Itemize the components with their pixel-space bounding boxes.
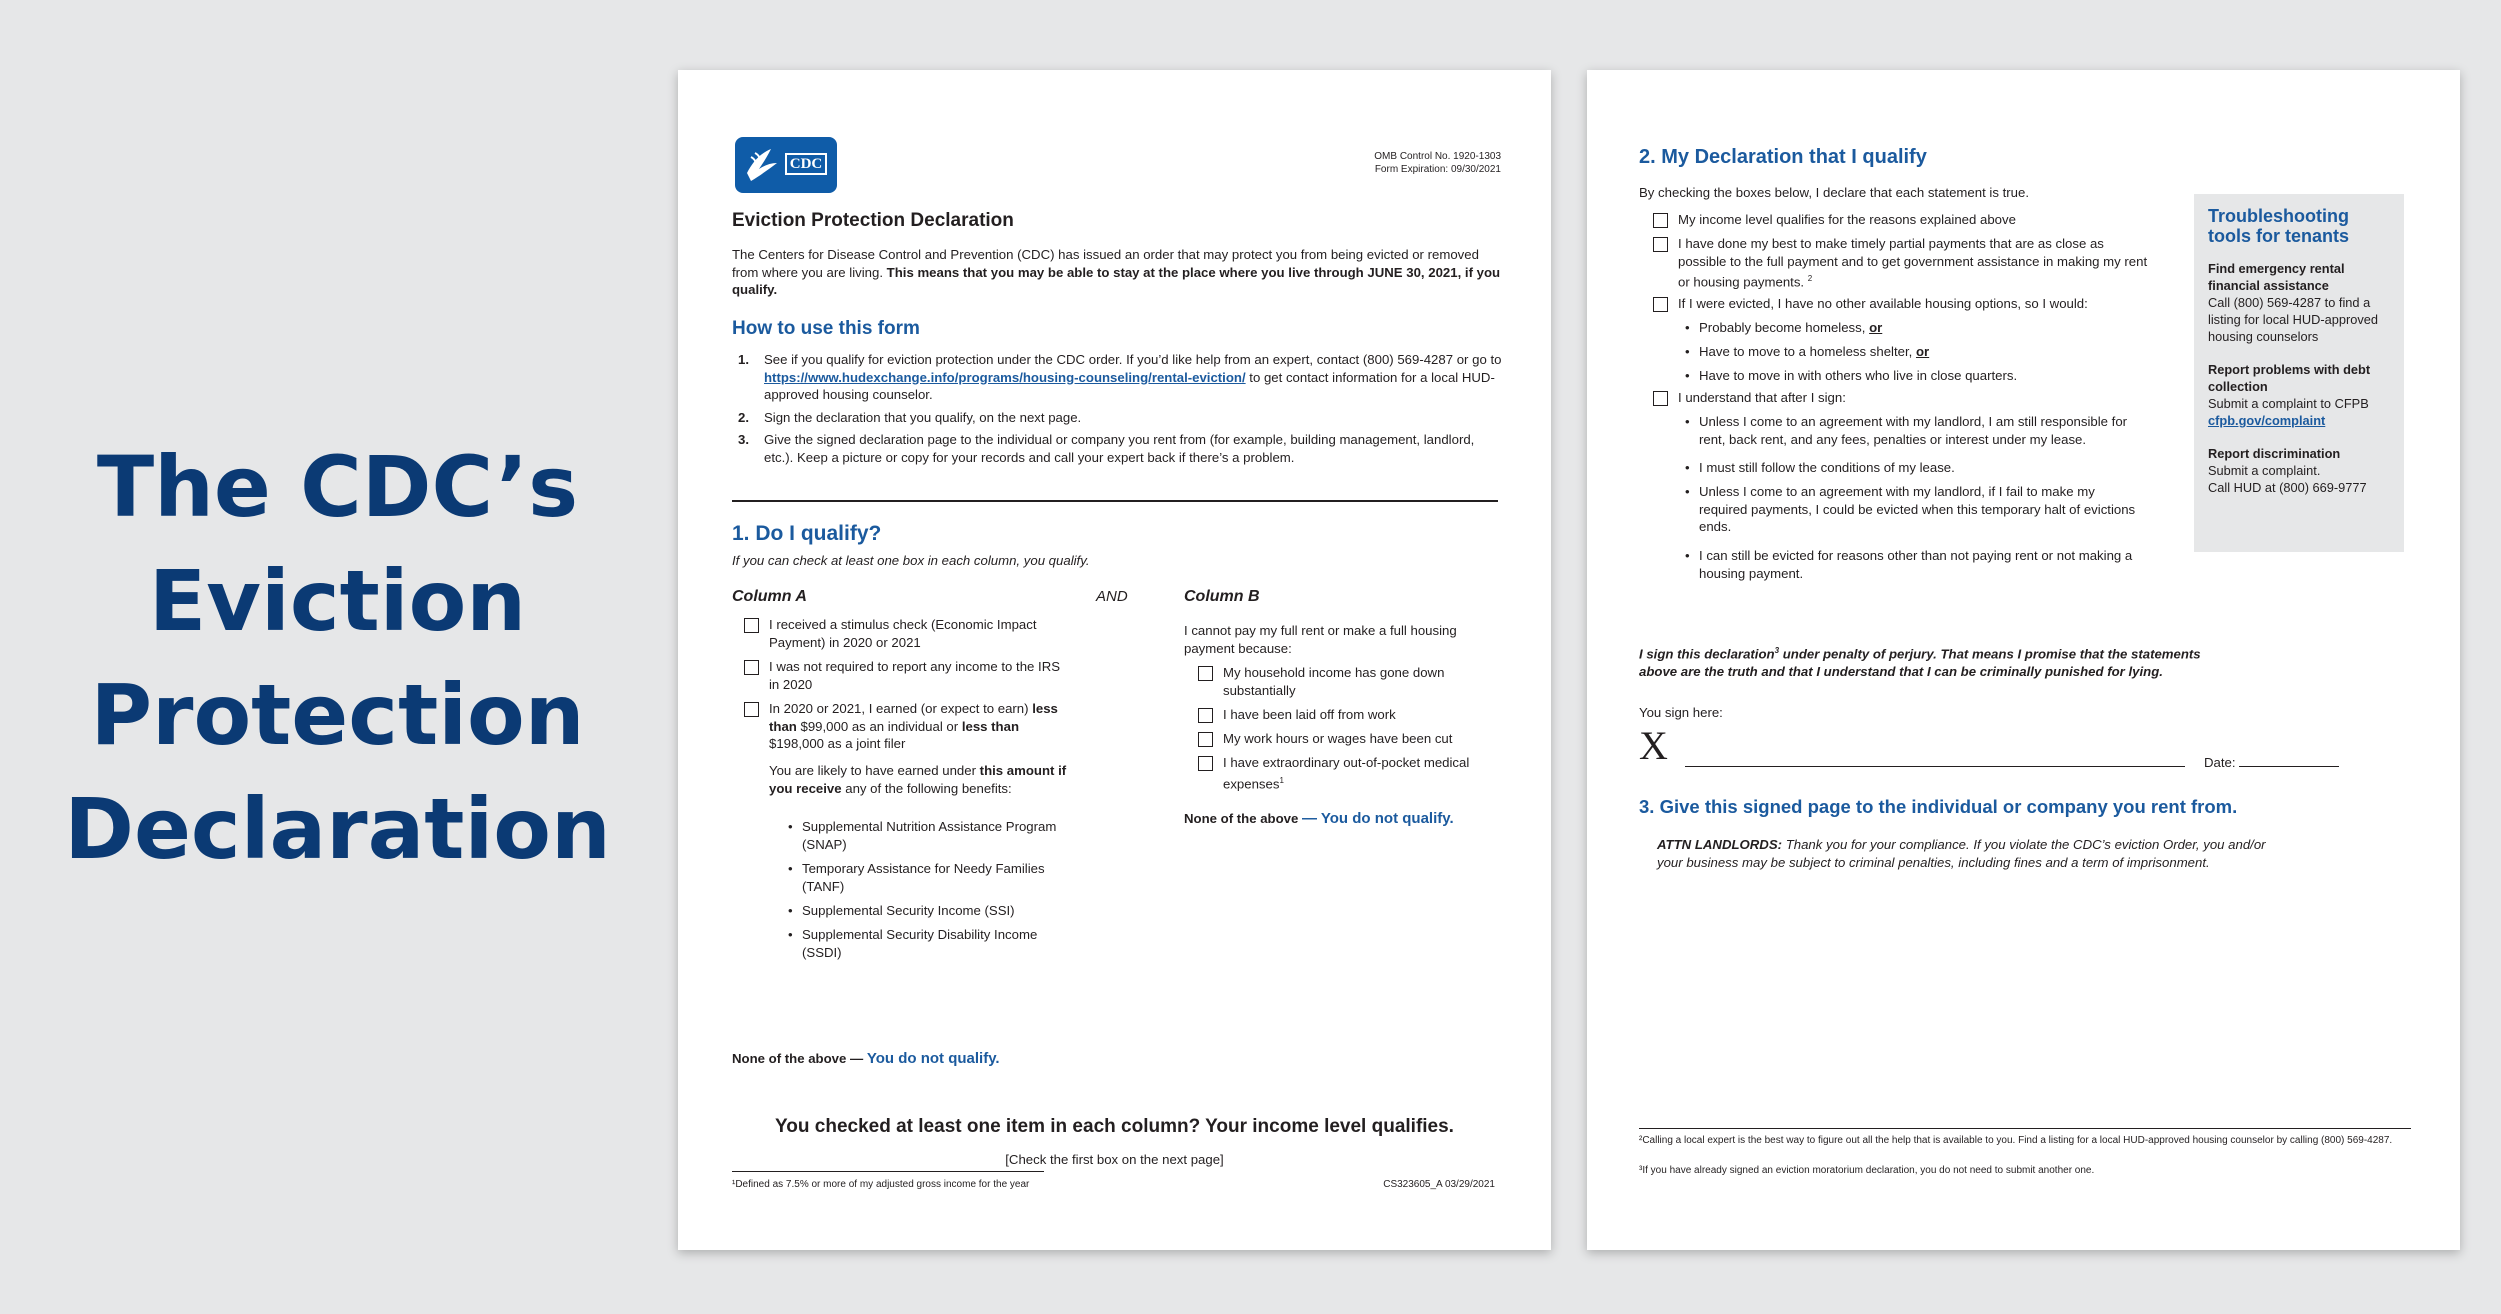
item-label: If I were evicted, I have no other available housing options, so I would: [1678,296,2088,311]
column-a-title: Column A [732,588,807,605]
result-note: [Check the first box on the next page] [1005,1152,1224,1167]
item-label: My household income has gone down substantially [1223,665,1445,698]
none-label: None of the above [1184,811,1299,826]
step-text: Give the signed declaration page to the individual or company you rent from (for example, building management, landlord, etc.). Keep a picture or copy for your records and call your expert back if there’s a problem. [764,432,1475,465]
form-title: Eviction Protection Declaration [732,210,1014,231]
steps-list [732,351,1502,466]
item-label: I have been laid off from work [1223,707,1396,722]
checkbox[interactable] [1198,756,1213,771]
column-b-none [1184,810,1454,828]
checkbox[interactable] [1653,391,1668,406]
item-label: I received a stimulus check (Economic Impact Payment) in 2020 or 2021 [769,617,1037,650]
item-bold: less than [769,701,1058,734]
no-qualify-text: You do not qualify. [866,1050,1000,1067]
headline-line-4: Declaration [64,780,611,878]
sidebar-section-3-text: Submit a complaint. [2208,463,2321,478]
checkbox[interactable] [744,618,759,633]
intro-text: The Centers for Disease Control and Prevention (CDC) has issued an order that may protect you from being evicted or removed from where you are living. [732,247,1479,280]
omb-info [1374,150,1501,176]
checkbox[interactable] [1198,666,1213,681]
signature-line[interactable] [1685,766,2185,767]
date-label: Date: [2204,755,2236,770]
date-line[interactable] [2239,766,2339,767]
headline-line-1: The CDC’s [96,438,579,536]
headline-line-3: Protection [90,666,585,764]
item-label: I understand that after I sign: [1678,390,1846,405]
signature-x: X [1639,723,1668,768]
bullet-label: Have to move in with others who live in close quarters. [1699,368,2018,383]
item-label: I was not required to report any income to the IRS in 2020 [769,659,1061,692]
bullet-label: Probably become homeless, [1699,320,1866,335]
step-number: 3. [738,432,749,447]
checkbox[interactable] [1653,297,1668,312]
result-statement: You checked at least one item in each column? Your income level qualifies. [775,1116,1454,1137]
benefits-intro [769,762,1069,797]
cdc-logo [735,137,837,193]
sidebar-section-1-text: Call (800) 569-4287 to find a listing for local HUD-approved housing counselors [2208,295,2378,344]
headline-line-2: Eviction [148,552,527,650]
column-b-intro: I cannot pay my full rent or make a full housing payment because: [1184,623,1457,656]
item-text: $99,000 as an individual or [800,718,959,734]
item-text: I have extraordinary out-of-pocket medical expenses [1223,755,1470,791]
item-label [1678,235,2148,291]
form-page-1 [678,70,1551,1250]
item-label [1223,754,1483,792]
attn-text: Thank you for your compliance. If you violate the CDC’s eviction Order, you and/or your business may be subject to criminal penalties, including fines and a term of imprisonment. [1657,837,2266,870]
document-code: CS323605_A 03/29/2021 [1383,1179,1495,1190]
or-label: or [1869,320,1883,335]
checkbox[interactable] [1653,213,1668,228]
column-b-title: Column B [1184,588,1260,605]
step-text-cont: to get contact information for a local HUD-approved housing counselor. [764,369,1495,402]
bullet-icon: • [788,903,793,918]
form-expiration: Form Expiration: 09/30/2021 [1374,164,1501,175]
troubleshooting-sidebar [2194,194,2404,552]
perjury-text: I sign this declaration [1639,646,1775,662]
footnote-ref: 1 [1279,775,1284,785]
bullet-label: Have to move to a homeless shelter, [1699,344,1913,359]
checkbox[interactable] [1198,732,1213,747]
none-label: None of the above — [732,1051,864,1066]
item-bold: less than [961,718,1019,734]
benefits-bold: this amount if you receive [769,763,1067,796]
declaration-heading: 2. My Declaration that I qualify [1639,146,1927,168]
checkbox[interactable] [744,702,759,717]
sidebar-section-1-title: Find emergency rental financial assistance [2208,261,2345,293]
footnote-ref: 2 [1807,274,1813,283]
footnote-divider [732,1171,1044,1172]
bullet-label: Unless I come to an agreement with my landlord, I am still responsible for rent, back rent, and any fees, penalties or interest under my lease. [1699,414,2128,447]
declaration-intro: By checking the boxes below, I declare that each statement is true. [1639,185,2029,200]
step-3 [732,431,1502,466]
bullet-icon: • [788,927,793,942]
no-qualify-text: — You do not qualify. [1301,810,1454,827]
footnote-3: ³If you have already signed an eviction moratorium declaration, you do not need to submit another one. [1639,1165,2095,1176]
form-page-2 [1587,70,2460,1250]
bullet-label: Unless I come to an agreement with my landlord, if I fail to make my required payments, I could be evicted when this temporary halt of evictions ends. [1699,484,2136,534]
or-label: or [1915,344,1930,359]
bullet-icon: • [788,861,793,876]
perjury-text-cont: under penalty of perjury. That means I promise that the statements above are the truth and that I understand that I can be criminally punished for lying. [1639,646,2201,679]
hud-link[interactable]: https://www.hudexchange.info/programs/housing-counseling/rental-eviction/ [764,369,1246,385]
cdc-logo-text: CDC [785,153,827,175]
bullet-icon: • [788,819,793,834]
checkbox[interactable] [1198,708,1213,723]
intro-bold-text: This means that you may be able to stay at the place where you live through JUNE 30, 2021, if you qualify. [732,264,1501,297]
footnote-ref: 3 [1774,646,1780,655]
item-text: In 2020 or 2021, I earned (or expect to earn) [769,701,1029,716]
declaration-list [1653,213,2173,653]
benefit-label: Temporary Assistance for Needy Families (TANF) [802,861,1045,894]
omb-control-number: OMB Control No. 1920-1303 [1374,151,1501,162]
bullet-icon: • [1685,460,1690,475]
benefit-label: Supplemental Security Income (SSI) [802,903,1015,918]
sidebar-section-3-phone: Call HUD at (800) 669-9777 [2208,480,2367,495]
column-a [744,618,1074,1068]
bullet-icon: • [1685,548,1690,563]
bullet-text [1699,319,1882,337]
benefit-label: Supplemental Nutrition Assistance Program (SNAP) [802,819,1057,852]
checkbox[interactable] [744,660,759,675]
column-b [1198,666,1498,796]
bullet-icon: • [1685,484,1690,499]
perjury-statement [1639,642,2219,680]
step-number: 1. [738,352,749,367]
checkbox[interactable] [1653,237,1668,252]
headline [40,430,635,886]
bullet-icon: • [1685,368,1690,383]
and-label: AND [1096,588,1128,605]
sign-label: You sign here: [1639,705,1723,720]
qualify-heading: 1. Do I qualify? [732,522,882,545]
give-page-heading: 3. Give this signed page to the individual or company you rent from. [1639,796,2238,817]
bullet-text [1699,343,1929,361]
benefits-text: any of the following benefits: [845,780,1012,796]
hhs-eagle-icon [741,143,781,187]
bullet-icon: • [1685,344,1690,359]
step-text: Sign the declaration that you qualify, on the next page. [764,409,1082,425]
sidebar-section-3-title: Report discrimination [2208,446,2341,461]
intro-paragraph [732,246,1502,299]
footnote-1: ¹Defined as 7.5% or more of my adjusted gross income for the year [732,1179,1030,1190]
item-text: $198,000 as a joint filer [769,736,906,751]
how-to-heading: How to use this form [732,318,920,339]
item-label: My income level qualifies for the reasons explained above [1678,212,2016,227]
step-1 [732,351,1502,404]
item-label: My work hours or wages have been cut [1223,731,1453,746]
sidebar-title: Troubleshooting tools for tenants [2208,206,2350,246]
section-divider [732,500,1498,502]
qualify-subtitle: If you can check at least one box in each column, you qualify. [732,553,1090,568]
cfpb-link[interactable]: cfpb.gov/complaint [2208,413,2326,428]
footnote-2: ²Calling a local expert is the best way to figure out all the help that is available to you. Find a listing for a local HUD-approved housing counselor by calling (800) 569-4287. [1639,1135,2393,1146]
bullet-icon: • [1685,414,1690,429]
item-label [769,700,1069,753]
attn-landlords [1657,836,2267,871]
bullet-label: I must still follow the conditions of my lease. [1699,460,1955,475]
step-2 [732,409,1502,427]
bullet-label: I can still be evicted for reasons other than not paying rent or not making a housing payment. [1699,548,2133,581]
bullet-text [1699,367,2017,385]
step-text: See if you qualify for eviction protection under the CDC order. If you’d like help from an expert, contact (800) 569-4287 or go to [764,352,1502,367]
item-text: I have done my best to make timely partial payments that are as close as possible to the full payment and to get government assistance in making my rent or housing payments. [1678,236,2148,290]
step-number: 2. [738,409,749,425]
sidebar-section-2-title: Report problems with debt collection [2208,362,2371,394]
bullet-icon: • [1685,320,1690,335]
benefits-text: You are likely to have earned under [769,763,976,778]
attn-label: ATTN LANDLORDS: [1657,837,1783,852]
footnote-divider [1639,1128,2411,1129]
sidebar-section-2-text: Submit a complaint to CFPB [2208,396,2369,411]
column-a-none [732,1050,1000,1068]
benefit-label: Supplemental Security Disability Income (SSDI) [802,927,1038,960]
